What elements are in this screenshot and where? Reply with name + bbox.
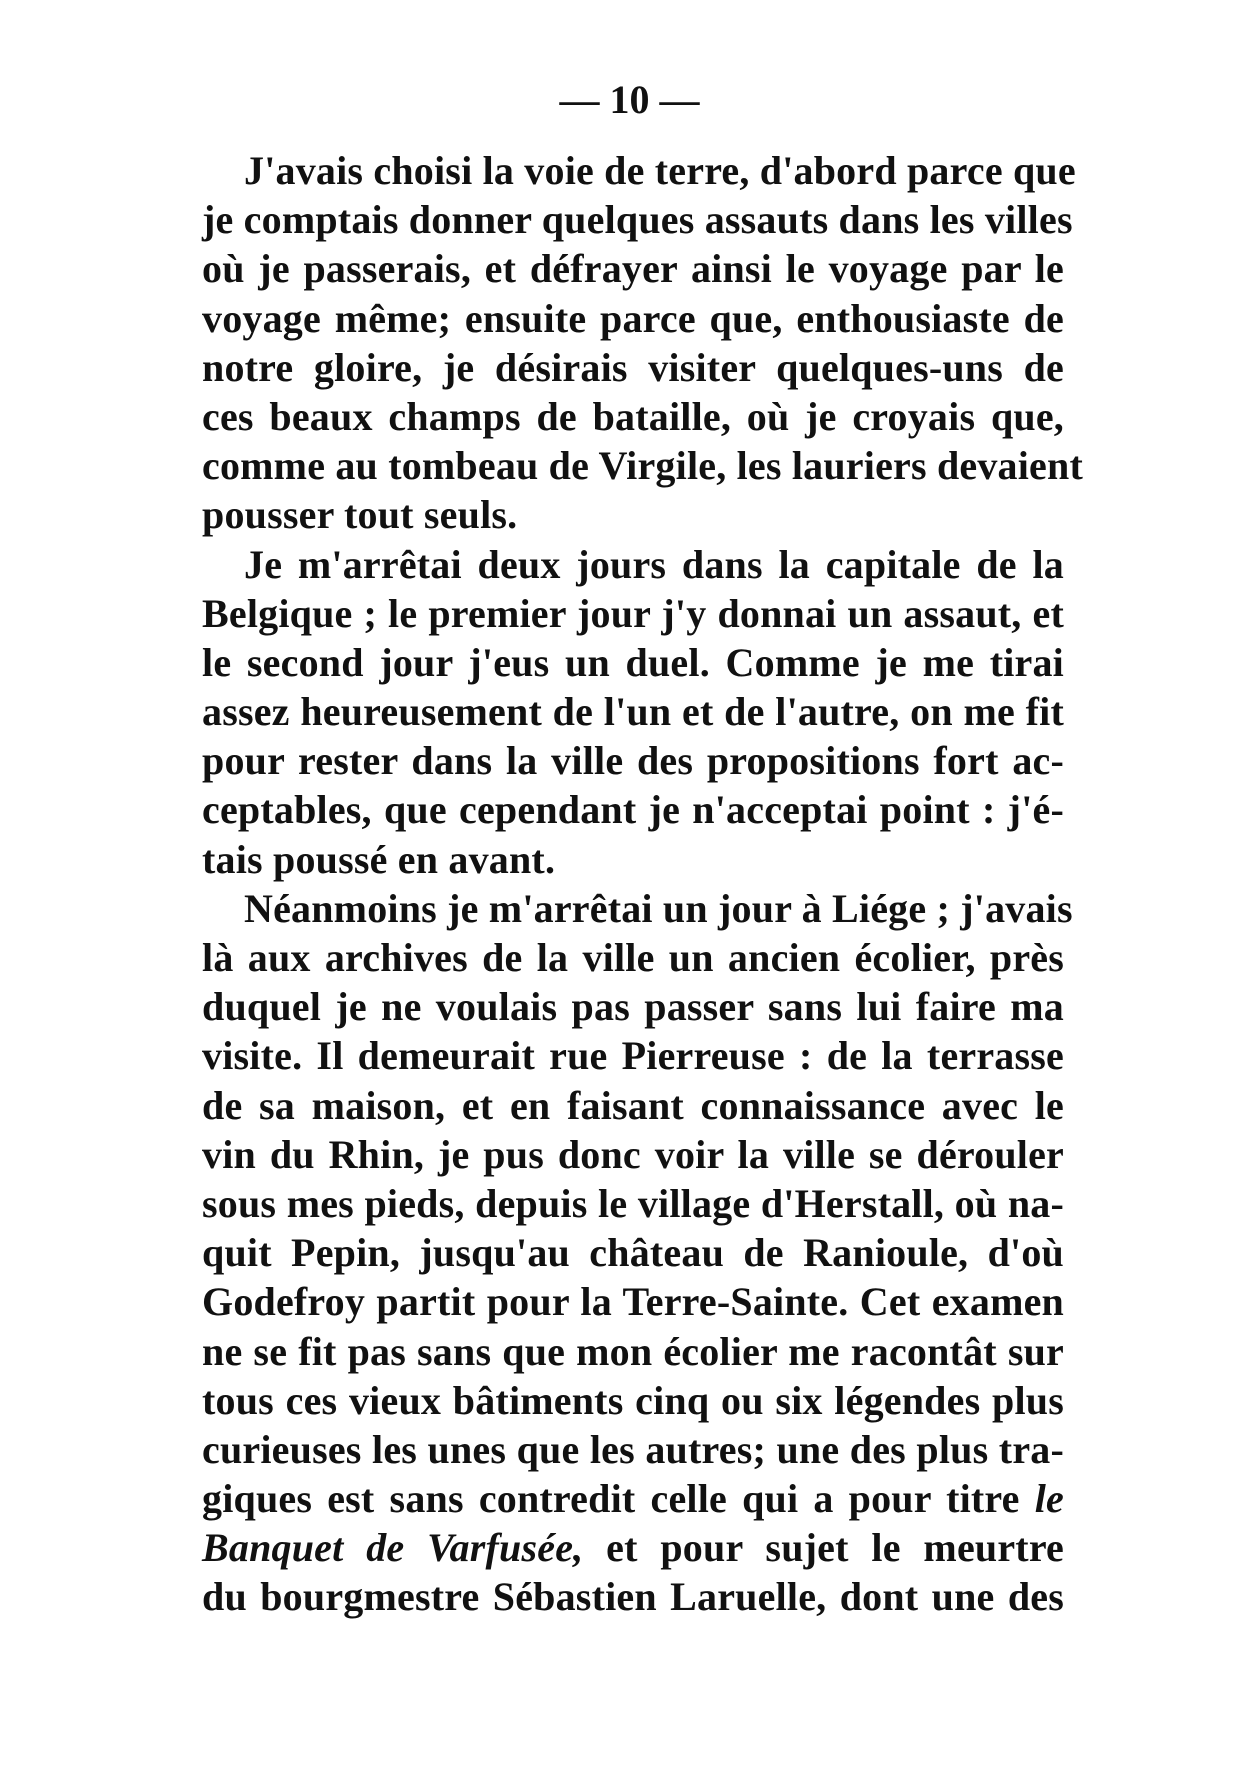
text-segment: et pour sujet le meurtre (606, 1525, 1064, 1571)
text-line: ceptables, que cependant je n'acceptai point : j'é- (202, 787, 1064, 833)
page-number: — 10 — (559, 77, 700, 122)
body-text (202, 146, 1083, 1622)
text-line: vin du Rhin, je pus donc voir la ville se dérouler (202, 1131, 1064, 1177)
text-line: là aux archives de la ville un ancien écolier, près (202, 935, 1064, 980)
text-line: du bourgmestre Sébastien Laruelle, dont une des (202, 1574, 1064, 1620)
text-line: Néanmoins je m'arrêtai un jour à Liége ; j'avais (244, 885, 1073, 931)
paragraph-2 (202, 540, 1064, 884)
text-line: de sa maison, et en faisant connaissance avec le (202, 1082, 1064, 1128)
text-line-with-title (202, 1523, 1064, 1572)
text-line: Godefroy partit pour la Terre-Sainte. Cet examen (202, 1279, 1064, 1325)
text-line: voyage même; ensuite parce que, enthousiaste de (202, 295, 1064, 341)
text-line: quit Pepin, jusqu'au château de Ranioule, d'où (202, 1230, 1064, 1276)
text-line: Je m'arrêtai deux jours dans la capitale de la (244, 541, 1064, 587)
text-line: où je passerais, et défrayer ainsi le voyage par le (202, 246, 1064, 292)
text-line: duquel je ne voulais pas passer sans lui faire ma (202, 984, 1064, 1030)
text-line: visite. Il demeurait rue Pierreuse : de la terrasse (202, 1033, 1064, 1079)
italic-title-start: le (1034, 1476, 1064, 1522)
text-line: je comptais donner quelques assauts dans les villes (202, 197, 1073, 243)
text-line: curieuses les unes que les autres; une des plus tra- (202, 1426, 1064, 1472)
text-line: pousser tout seuls. (202, 492, 518, 538)
text-segment: giques est sans contredit celle qui a pour titre (202, 1476, 1020, 1522)
text-line: comme au tombeau de Virgile, les lauriers devaient (202, 443, 1083, 489)
text-line: tais poussé en avant. (202, 836, 556, 882)
text-line: J'avais choisi la voie de terre, d'abord parce que (244, 148, 1076, 193)
paragraph-3 (202, 884, 1073, 1622)
text-line: sous mes pieds, depuis le village d'Herstall, où na- (202, 1180, 1064, 1226)
text-line: le second jour j'eus un duel. Comme je me tirai (202, 639, 1064, 685)
text-line: pour rester dans la ville des propositions fort ac- (202, 738, 1064, 784)
text-line: assez heureusement de l'un et de l'autre, on me fit (202, 689, 1064, 735)
text-line: Belgique ; le premier jour j'y donnai un assaut, et (202, 590, 1064, 636)
paragraph-1 (202, 146, 1083, 540)
text-line-with-title (202, 1474, 1064, 1523)
text-line: ces beaux champs de bataille, où je croyais que, (202, 393, 1064, 439)
italic-title-end: Banquet de Varfusée, (202, 1525, 584, 1571)
text-line: notre gloire, je désirais visiter quelques-uns de (202, 344, 1064, 390)
text-line: tous ces vieux bâtiments cinq ou six légendes plus (202, 1377, 1064, 1423)
text-line: ne se fit pas sans que mon écolier me racontât sur (202, 1328, 1064, 1374)
